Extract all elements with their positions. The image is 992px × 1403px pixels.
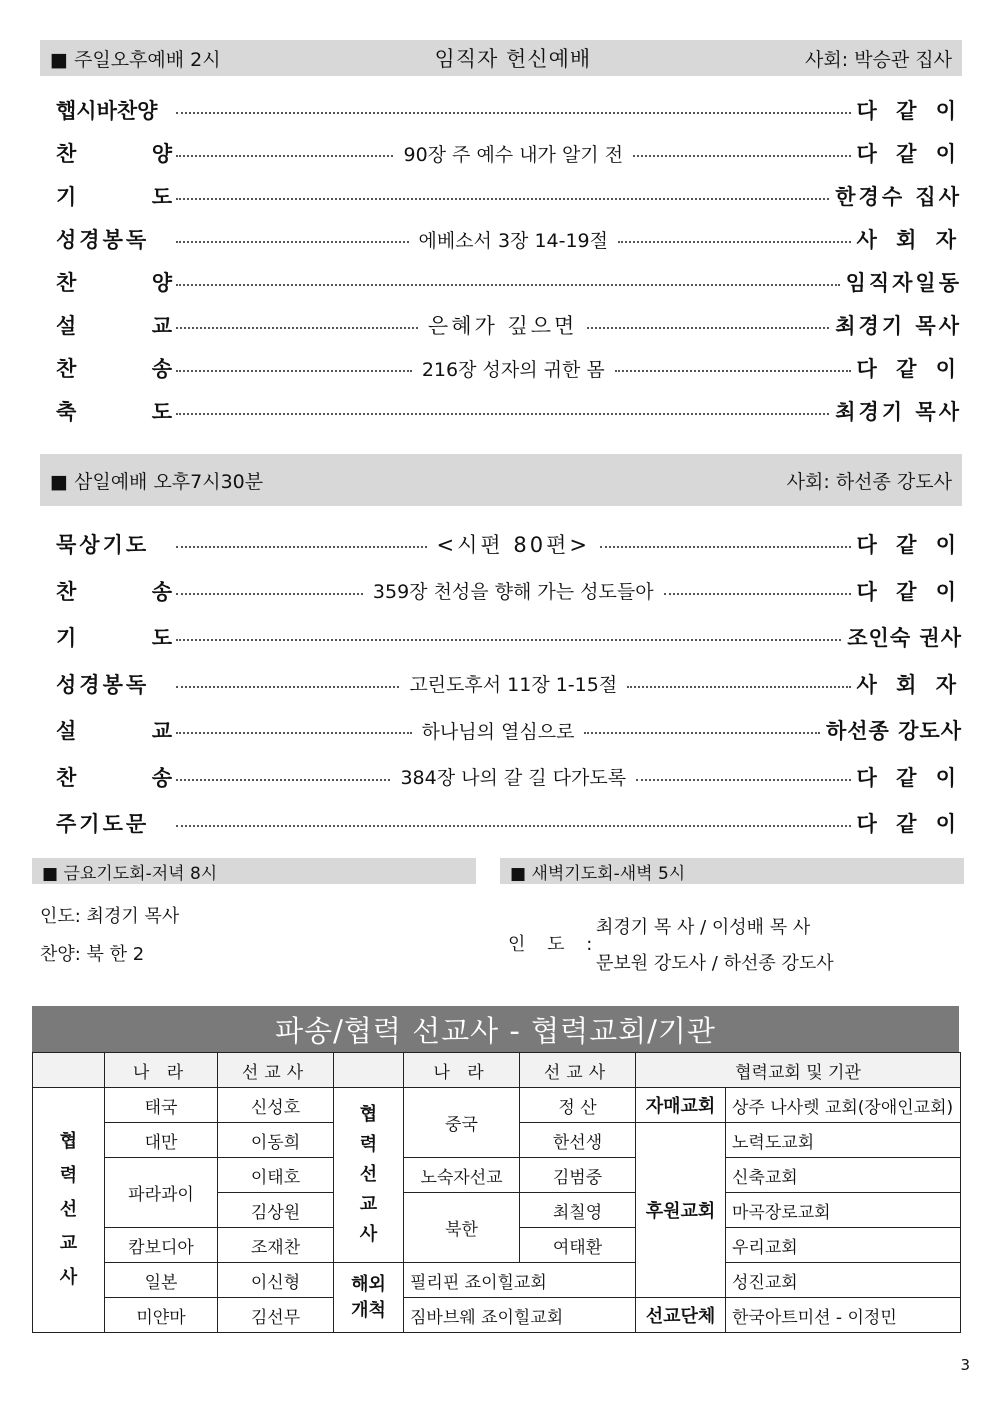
dotted-leader xyxy=(176,140,851,167)
header-missionary: 선교사 xyxy=(520,1053,636,1088)
table-row xyxy=(33,1158,961,1193)
dotted-line xyxy=(176,241,409,243)
order-role xyxy=(56,576,172,606)
order-detail: 384장 나의 갈 길 다가도록 xyxy=(400,767,627,789)
cell-org: 신축교회 xyxy=(726,1158,961,1193)
cell-org: 한국아트미션 - 이정민 xyxy=(726,1298,961,1333)
order-role xyxy=(56,95,172,125)
missions-table xyxy=(32,1052,961,1333)
header-blank xyxy=(334,1053,404,1088)
dotted-line xyxy=(633,155,850,157)
order-person: 최경기 목사 xyxy=(835,314,962,338)
vertical-label-char: 교 xyxy=(59,1233,78,1254)
order-role xyxy=(56,715,172,745)
vertical-label-char: 협 xyxy=(59,1131,78,1152)
dotted-line xyxy=(176,155,393,157)
cell-missionary: 한선생 xyxy=(520,1123,636,1158)
dawn-leaders xyxy=(596,910,834,982)
order-person: 조인숙 권사 xyxy=(847,626,962,650)
order-role-text: 양 xyxy=(151,271,172,295)
order-row xyxy=(56,803,962,843)
header-blank xyxy=(33,1053,105,1088)
group-label-overseas xyxy=(334,1263,404,1333)
dotted-line xyxy=(176,732,412,734)
vertical-label-char: 사 xyxy=(59,1267,78,1288)
group-label-partner xyxy=(33,1088,105,1333)
order-role-text: 교 xyxy=(151,314,172,338)
table-row xyxy=(33,1053,961,1088)
order-role-text: 송 xyxy=(151,765,172,790)
cell-missionary: 김선무 xyxy=(218,1298,334,1333)
cell-country: 노숙자선교 xyxy=(404,1158,520,1193)
order-role-text: 성경봉독 xyxy=(56,672,150,697)
order-person: 사 회 자 xyxy=(856,672,962,697)
missions-title: 파송/협력 선교사 - 협력교회/기관 xyxy=(32,1006,959,1052)
page-number: 3 xyxy=(960,1356,970,1374)
afternoon-service-header xyxy=(40,40,962,76)
header-country: 나 라 xyxy=(105,1053,218,1088)
dotted-leader xyxy=(176,355,851,382)
vertical-label-text xyxy=(340,1100,397,1250)
order-role xyxy=(56,669,172,699)
cell-missionary: 김범중 xyxy=(520,1158,636,1193)
order-row xyxy=(56,176,962,216)
dotted-leader xyxy=(176,192,829,200)
order-role-text: 찬 xyxy=(56,271,77,295)
header-church: 협력교회 및 기관 xyxy=(636,1053,961,1088)
order-role-text: 찬 xyxy=(56,142,77,166)
order-person: 다 같 이 xyxy=(856,99,962,123)
cell-type: 선교단체 xyxy=(636,1298,726,1333)
order-role-text: 설 xyxy=(56,719,77,743)
dotted-leader xyxy=(176,763,851,790)
friday-leader: 인도: 최경기 목사 xyxy=(40,906,180,927)
order-row xyxy=(56,617,962,657)
order-role-text: 찬 xyxy=(56,765,77,790)
vertical-label-char: 선 xyxy=(59,1199,78,1220)
order-person: 최경기 목사 xyxy=(835,400,962,424)
order-row xyxy=(56,305,962,345)
cell-type: 자매교회 xyxy=(636,1088,726,1123)
order-role-text: 기 xyxy=(56,626,77,650)
group-label-partner-2 xyxy=(334,1088,404,1263)
order-role xyxy=(56,762,172,792)
cell-missionary: 이태호 xyxy=(218,1158,334,1193)
order-person: 다 같 이 xyxy=(856,533,962,557)
wednesday-service-host: 사회: 하선종 강도사 xyxy=(786,470,952,493)
dotted-line xyxy=(664,593,851,595)
cell-missionary: 여태환 xyxy=(520,1228,636,1263)
order-role-text: 햅시바찬양 xyxy=(56,99,158,123)
order-detail: 359장 천성을 향해 가는 성도들아 xyxy=(372,581,654,603)
order-role-text: 도 xyxy=(151,626,172,650)
order-role xyxy=(56,138,172,168)
order-person: 하선종 강도사 xyxy=(825,719,962,743)
order-row xyxy=(56,90,962,130)
vertical-label-char: 선 xyxy=(359,1164,378,1185)
order-detail: 은혜가 깊으면 xyxy=(427,314,578,338)
cell-missionary: 최칠영 xyxy=(520,1193,636,1228)
order-row xyxy=(56,219,962,259)
order-role-text: 양 xyxy=(151,142,172,166)
order-role xyxy=(56,622,172,652)
afternoon-service-title: ■ 주일오후예배 2시 xyxy=(50,48,221,71)
order-role-text: 기 xyxy=(56,185,77,209)
order-person: 다 같 이 xyxy=(856,579,962,604)
cell-type: 후원교회 xyxy=(636,1123,726,1298)
order-role-text: 묵상기도 xyxy=(56,533,150,557)
order-person: 다 같 이 xyxy=(856,142,962,166)
afternoon-service-theme: 임직자 헌신예배 xyxy=(434,47,592,71)
cell-org: 상주 나사렛 교회(장애인교회) xyxy=(726,1088,961,1123)
vertical-label-text xyxy=(39,1125,98,1295)
cell-overseas: 필리핀 죠이힐교회 xyxy=(404,1263,636,1298)
dotted-leader xyxy=(176,278,840,286)
vertical-label-char: 사 xyxy=(359,1224,378,1245)
dotted-line xyxy=(176,639,841,641)
order-detail: <시편 80편> xyxy=(436,533,590,557)
order-role xyxy=(56,310,172,340)
order-role xyxy=(56,353,172,383)
dawn-leader-label: 인 도 : xyxy=(508,934,601,955)
order-row xyxy=(56,133,962,173)
friday-prayer-details xyxy=(40,898,179,974)
order-row xyxy=(56,391,962,431)
order-role xyxy=(56,181,172,211)
cell-org: 성진교회 xyxy=(726,1263,961,1298)
cell-country: 일본 xyxy=(105,1263,218,1298)
dotted-line xyxy=(176,413,829,415)
friday-prayer-header: ■ 금요기도회-저녁 8시 xyxy=(32,858,476,884)
cell-missionary: 정 산 xyxy=(520,1088,636,1123)
order-role xyxy=(56,267,172,297)
dotted-leader xyxy=(176,577,851,604)
cell-org: 우리교회 xyxy=(726,1228,961,1263)
order-row xyxy=(56,710,962,750)
wednesday-service-title: ■ 삼일예배 오후7시30분 xyxy=(50,470,264,493)
dotted-leader xyxy=(176,529,851,559)
vertical-label-char: 협 xyxy=(359,1104,378,1125)
dotted-line xyxy=(584,732,820,734)
dotted-leader xyxy=(176,310,829,340)
dotted-line xyxy=(176,825,851,827)
order-role-text: 주기도문 xyxy=(56,812,150,836)
order-role-text: 찬 xyxy=(56,579,77,604)
cell-missionary: 조재찬 xyxy=(218,1228,334,1263)
cell-org: 마곡장로교회 xyxy=(726,1193,961,1228)
order-role xyxy=(56,224,172,254)
dotted-leader xyxy=(176,633,841,641)
vertical-label-part: 해외 xyxy=(351,1273,386,1295)
order-row xyxy=(56,664,962,704)
table-row xyxy=(33,1263,961,1298)
cell-org: 노력도교회 xyxy=(726,1123,961,1158)
dawn-prayer-header: ■ 새벽기도회-새벽 5시 xyxy=(500,858,964,884)
order-row xyxy=(56,524,962,564)
dotted-line xyxy=(587,327,829,329)
dotted-leader xyxy=(176,819,851,827)
order-role xyxy=(56,529,172,559)
order-row xyxy=(56,262,962,302)
dawn-leaders-line2: 문보원 강도사 / 하선종 강도사 xyxy=(596,953,834,974)
order-role-text: 도 xyxy=(151,400,172,424)
order-row xyxy=(56,571,962,611)
dotted-line xyxy=(176,112,851,114)
order-role-text: 송 xyxy=(151,579,172,604)
order-person: 다 같 이 xyxy=(856,765,962,790)
cell-missionary: 이동희 xyxy=(218,1123,334,1158)
dotted-line xyxy=(618,241,851,243)
cell-country: 미얀마 xyxy=(105,1298,218,1333)
dotted-leader xyxy=(176,670,851,697)
dotted-line xyxy=(176,370,412,372)
cell-country: 캄보디아 xyxy=(105,1228,218,1263)
table-row xyxy=(33,1088,961,1123)
dotted-leader xyxy=(176,717,820,744)
dotted-line xyxy=(176,284,840,286)
order-person: 다 같 이 xyxy=(856,357,962,381)
vertical-label-part: 개척 xyxy=(351,1299,386,1321)
order-detail: 에베소서 3장 14-19절 xyxy=(418,229,609,252)
order-role-text: 찬 xyxy=(56,357,77,381)
order-row xyxy=(56,757,962,797)
dotted-line xyxy=(627,686,850,688)
order-role-text: 축 xyxy=(56,400,77,424)
dotted-leader xyxy=(176,106,851,114)
dotted-line xyxy=(176,779,390,781)
order-role-text: 성경봉독 xyxy=(56,228,150,252)
cell-missionary: 김상원 xyxy=(218,1193,334,1228)
header-missionary: 선교사 xyxy=(218,1053,334,1088)
cell-overseas: 짐바브웨 죠이힐교회 xyxy=(404,1298,636,1333)
cell-missionary: 이신형 xyxy=(218,1263,334,1298)
dotted-line xyxy=(176,686,399,688)
dawn-leaders-line1: 최경기 목 사 / 이성배 목 사 xyxy=(596,917,811,938)
dotted-line xyxy=(176,546,427,548)
vertical-label-char: 교 xyxy=(359,1194,378,1215)
dotted-leader xyxy=(176,407,829,415)
order-detail: 216장 성자의 귀한 몸 xyxy=(421,358,605,381)
order-role-text: 설 xyxy=(56,314,77,338)
order-detail: 90장 주 예수 내가 알기 전 xyxy=(403,143,624,166)
dotted-leader xyxy=(176,226,851,253)
order-role-text: 교 xyxy=(151,719,172,743)
order-person: 다 같 이 xyxy=(856,812,962,836)
order-detail: 하나님의 열심으로 xyxy=(421,720,575,743)
dotted-line xyxy=(176,198,829,200)
order-row xyxy=(56,348,962,388)
wednesday-service-header xyxy=(40,454,962,506)
header-country: 나 라 xyxy=(404,1053,520,1088)
dotted-line xyxy=(600,546,851,548)
order-person: 사 회 자 xyxy=(856,228,962,252)
order-role xyxy=(56,396,172,426)
dotted-line xyxy=(636,779,850,781)
order-role xyxy=(56,808,172,838)
table-row xyxy=(33,1298,961,1333)
cell-missionary: 신성호 xyxy=(218,1088,334,1123)
dotted-line xyxy=(176,327,418,329)
cell-country: 파라과이 xyxy=(105,1158,218,1228)
vertical-label-char: 력 xyxy=(359,1134,378,1155)
order-detail: 고린도후서 11장 1-15절 xyxy=(409,674,618,696)
order-person: 한경수 집사 xyxy=(835,185,962,209)
friday-praise: 찬양: 북 한 2 xyxy=(40,944,145,965)
vertical-label-text xyxy=(340,1272,397,1324)
order-role-text: 도 xyxy=(151,185,172,209)
vertical-label-char: 력 xyxy=(59,1165,78,1186)
dotted-line xyxy=(615,370,851,372)
afternoon-service-host: 사회: 박승관 집사 xyxy=(805,48,952,71)
cell-country: 중국 xyxy=(404,1088,520,1158)
cell-country: 북한 xyxy=(404,1193,520,1263)
order-person: 임직자일동 xyxy=(845,271,962,295)
dotted-line xyxy=(176,593,363,595)
order-role-text: 송 xyxy=(151,357,172,381)
cell-country: 태국 xyxy=(105,1088,218,1123)
cell-country: 대만 xyxy=(105,1123,218,1158)
